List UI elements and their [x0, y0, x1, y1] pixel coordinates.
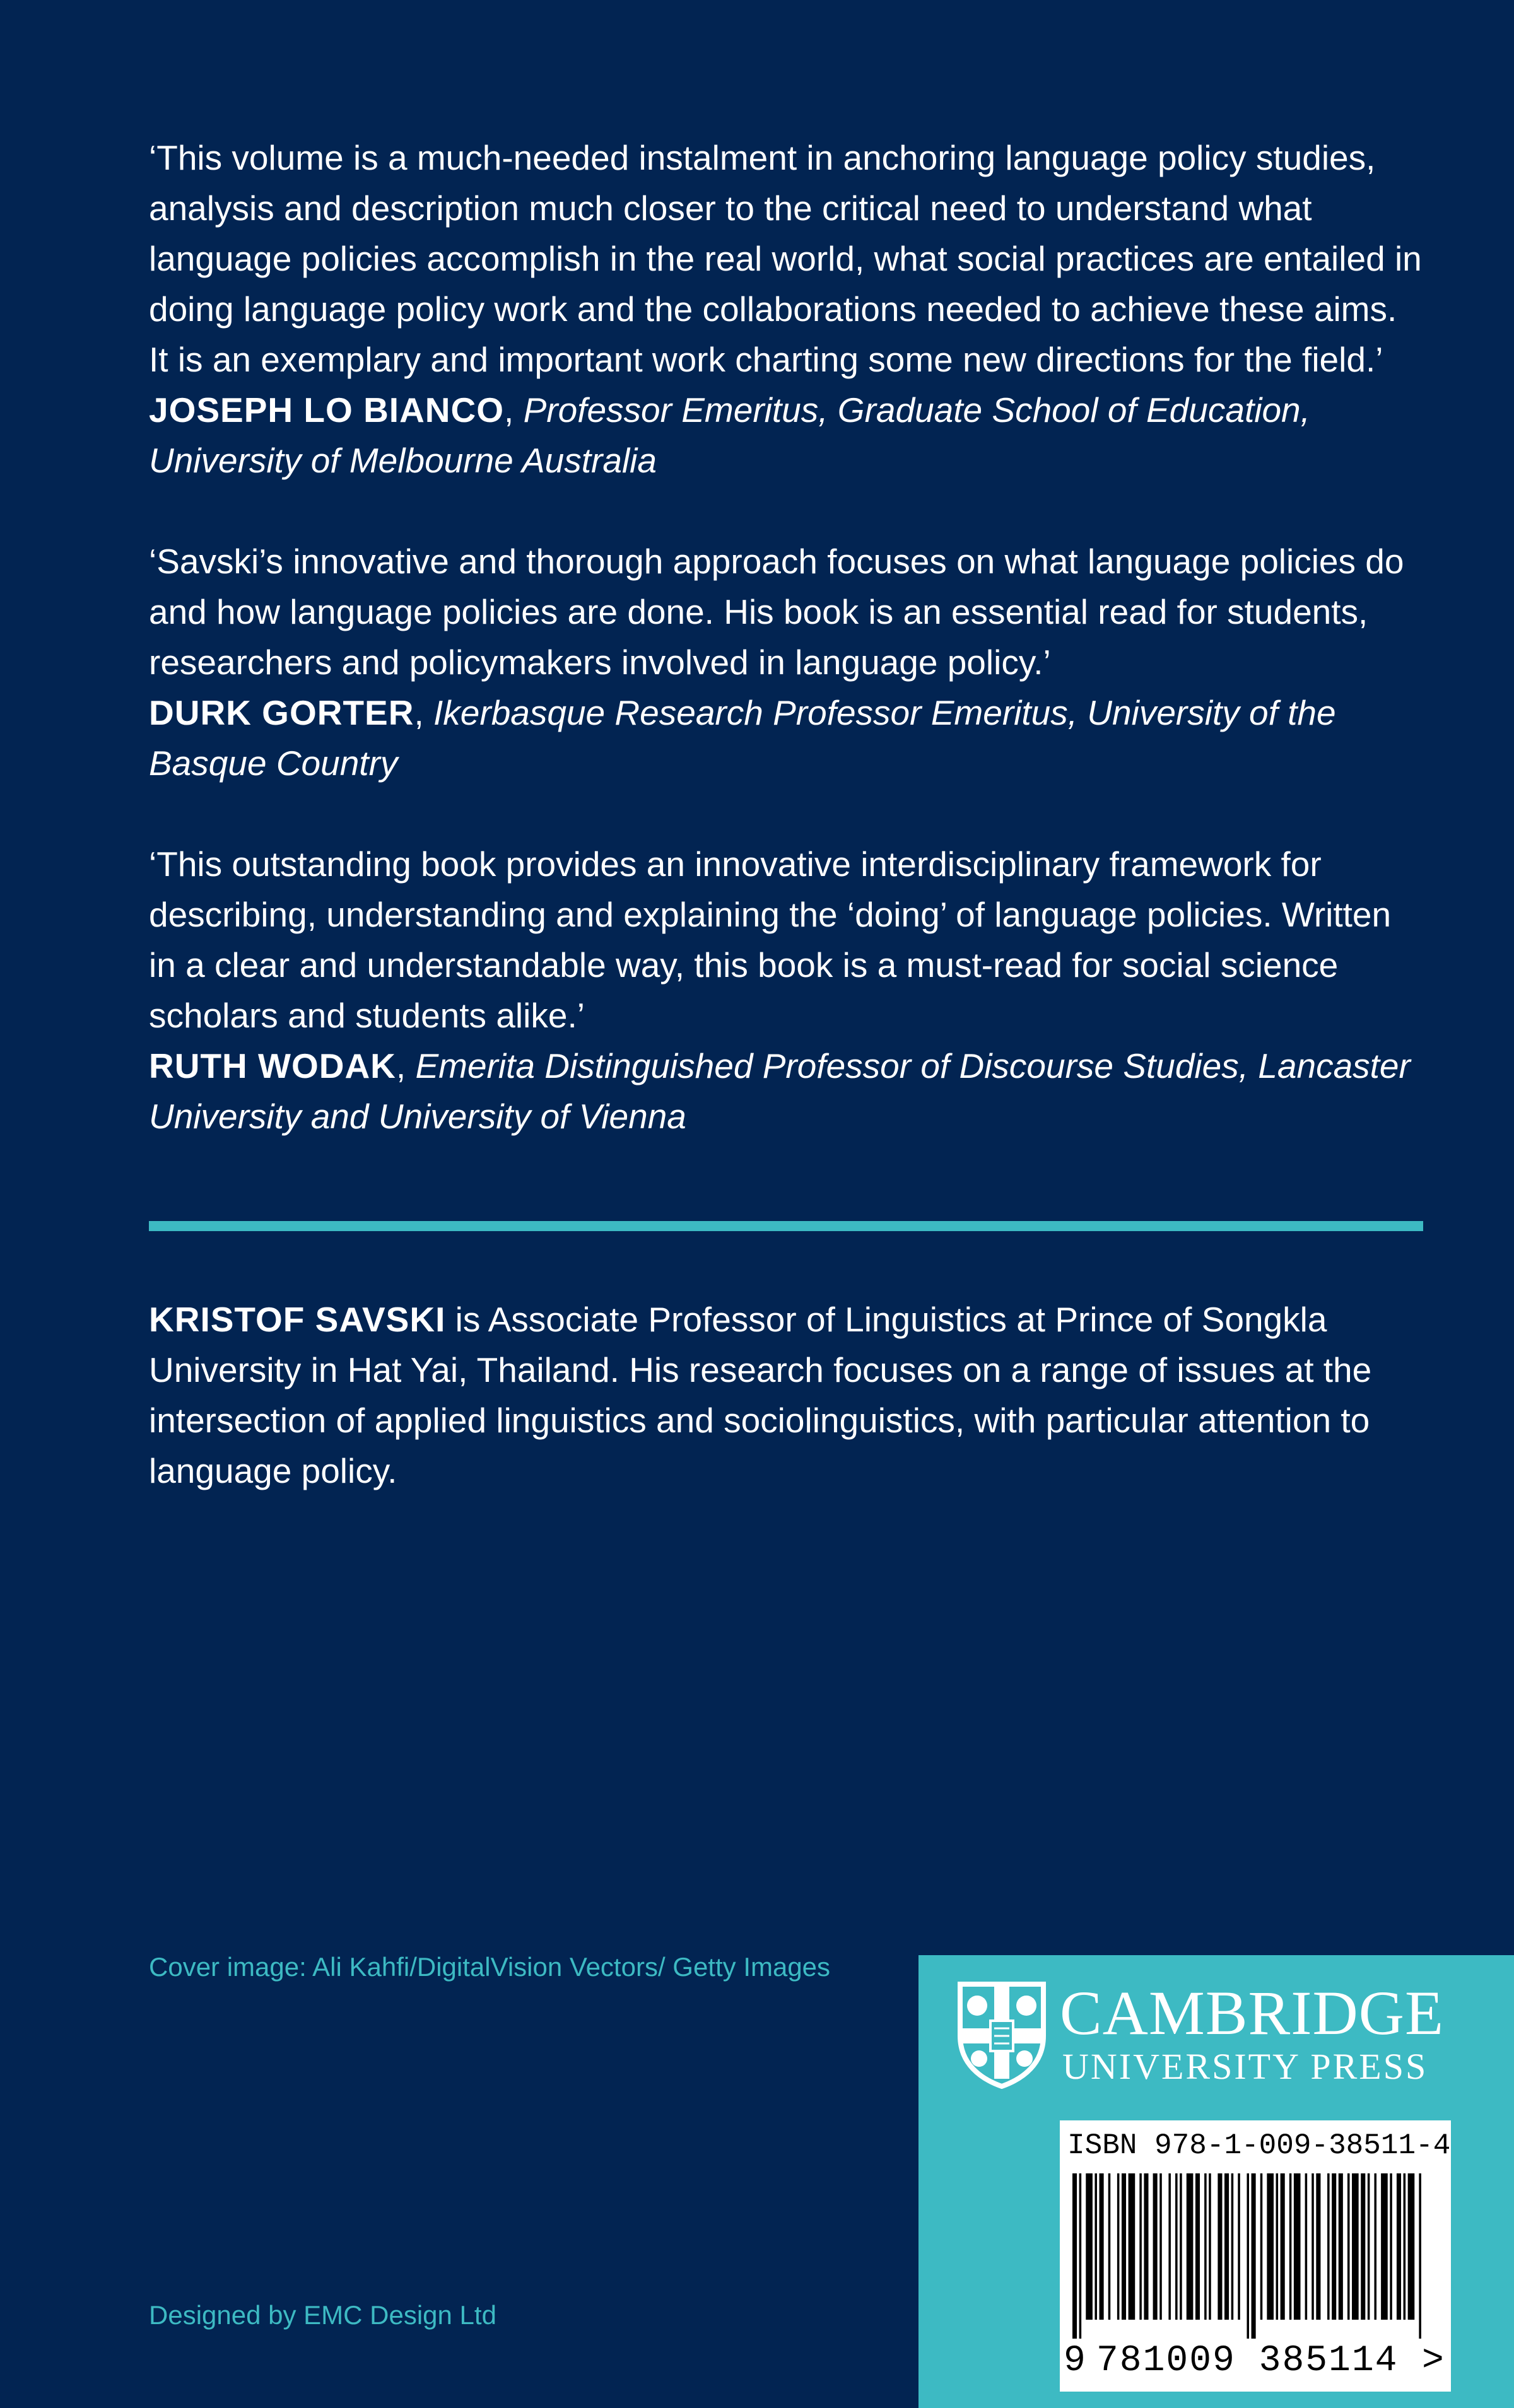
endorser-name: DURK GORTER: [149, 693, 414, 732]
barcode-bar: [1108, 2173, 1111, 2320]
barcode-bar: [1294, 2173, 1301, 2320]
barcode-bar: [1312, 2173, 1314, 2320]
endorser-role: Ikerbasque Research Professor Emeritus, University of the Basque Country: [149, 693, 1336, 783]
barcode-bar: [1390, 2173, 1392, 2320]
barcode-bar: [1144, 2173, 1148, 2320]
endorser-role: Professor Emeritus, Graduate School of Education, University of Melbourne Australia: [149, 390, 1310, 480]
endorsement-text: ‘Savski’s innovative and thorough approach focuses on what language policies do and how language policies are done. His book is an essential read for students, researchers and policymakers involved in language policy.’: [149, 542, 1404, 682]
barcode-bar: [1381, 2173, 1388, 2320]
barcode-bar: [1218, 2173, 1222, 2320]
isbn-label: ISBN 978-1-009-38511-4: [1067, 2129, 1451, 2162]
barcode-bar: [1281, 2173, 1285, 2320]
ean-remaining-digits: 781009 385114: [1096, 2341, 1399, 2382]
barcode-bar: [1368, 2173, 1370, 2320]
publisher-name: CAMBRIDGE: [1060, 1978, 1445, 2048]
ean-quiet-marker: >: [1422, 2341, 1445, 2382]
barcode-bar: [1129, 2173, 1136, 2320]
ean-first-digit: 9: [1064, 2341, 1087, 2382]
endorsement-attribution: DURK GORTER, Ikerbasque Research Professor Emeritus, University of the Basque Country: [149, 693, 1336, 783]
barcode-bar: [1276, 2173, 1279, 2320]
barcode-bar: [1122, 2173, 1126, 2320]
barcode-bar: [1419, 2173, 1421, 2339]
barcode-bar: [1374, 2173, 1376, 2320]
barcode-bar: [1168, 2173, 1171, 2320]
barcode-bar: [1117, 2173, 1120, 2320]
author-name: KRISTOF SAVSKI: [149, 1300, 446, 1339]
barcode-bar: [1352, 2173, 1359, 2320]
barcode-bar: [1175, 2173, 1178, 2320]
endorsement-attribution: RUTH WODAK, Emerita Distinguished Professor of Discourse Studies, Lancaster University and University of Vienna: [149, 1046, 1411, 1136]
barcode-bar: [1339, 2173, 1343, 2320]
endorsements: [149, 132, 1423, 1192]
barcode-bar: [1159, 2173, 1162, 2320]
barcode-bar: [1153, 2173, 1158, 2320]
barcode-bar: [1180, 2173, 1182, 2320]
barcode-bar: [1100, 2173, 1104, 2320]
barcode-bar: [1252, 2173, 1256, 2339]
endorsement-wodak: [149, 839, 1423, 1142]
author-bio-text: is Associate Professor of Linguistics at Prince of Songkla University in Hat Yai, Thailand. His research focuses on a range of issues at the intersection of applied linguistics and sociolinguistics, with particular attention to language policy.: [149, 1300, 1372, 1490]
barcode-bar: [1195, 2173, 1200, 2320]
barcode-bar: [1332, 2173, 1336, 2320]
barcode-bar: [1204, 2173, 1207, 2320]
barcode-bar: [1072, 2173, 1077, 2339]
endorsement-text: ‘This volume is a much-needed instalment in anchoring language policy studies, analysis and description much closer to the critical need to understand what language policies accomplish in the real world, what social practices are entailed in doing language policy work and the collaborations needed to achieve these aims. It is an exemplary and important work charting some new directions for the field.’: [149, 138, 1422, 379]
endorsement-attribution: JOSEPH LO BIANCO, Professor Emeritus, Graduate School of Education, University of Melbourne Australia: [149, 390, 1310, 480]
endorser-role: Emerita Distinguished Professor of Discourse Studies, Lancaster University and University of Vienna: [149, 1046, 1411, 1136]
designer-credit: Designed by EMC Design Ltd: [149, 2300, 496, 2330]
section-divider: [149, 1221, 1423, 1231]
barcode-bar: [1079, 2173, 1082, 2339]
barcode-bar: [1397, 2173, 1401, 2320]
barcode-bar: [1305, 2173, 1308, 2320]
endorsement-gorter: [149, 536, 1423, 788]
barcode-bar: [1316, 2173, 1320, 2320]
barcode-bar: [1231, 2173, 1234, 2320]
barcode-bar: [1238, 2173, 1240, 2320]
publisher-panel: [918, 1955, 1514, 2408]
barcode-bar: [1260, 2173, 1263, 2320]
barcode-bar: [1187, 2173, 1194, 2320]
barcode-bar: [1408, 2173, 1415, 2320]
barcode-bar: [1289, 2173, 1292, 2320]
endorsement-text: ‘This outstanding book provides an innovative interdisciplinary framework for describing, understanding and explaining the ‘doing’ of language policies. Written in a clear and understandable way, this book is a must-read for social science scholars and students alike.’: [149, 845, 1392, 1035]
endorsement-lo-bianco: [149, 132, 1423, 486]
barcode-bar: [1327, 2173, 1330, 2320]
endorser-name: RUTH WODAK: [149, 1046, 396, 1085]
barcode-bars: [1072, 2173, 1426, 2339]
barcode-bar: [1209, 2173, 1211, 2320]
barcode-bar: [1361, 2173, 1365, 2320]
author-bio: [149, 1294, 1436, 1496]
barcode-bar: [1247, 2173, 1249, 2339]
barcode-bar: [1094, 2173, 1097, 2320]
publisher-subname: UNIVERSITY PRESS: [1062, 2046, 1428, 2087]
isbn-barcode: [1060, 2120, 1451, 2392]
barcode-bar: [1347, 2173, 1350, 2320]
barcode-bar: [1404, 2173, 1406, 2320]
barcode-bar: [1267, 2173, 1274, 2320]
barcode-bar: [1224, 2173, 1229, 2320]
cover-image-credit: Cover image: Ali Kahfi/DigitalVision Vectors/ Getty Images: [149, 1952, 831, 1982]
endorser-name: JOSEPH LO BIANCO: [149, 390, 505, 430]
barcode-bar: [1086, 2173, 1093, 2320]
university-crest-icon: [958, 1982, 1046, 2089]
barcode-bar: [1139, 2173, 1142, 2320]
